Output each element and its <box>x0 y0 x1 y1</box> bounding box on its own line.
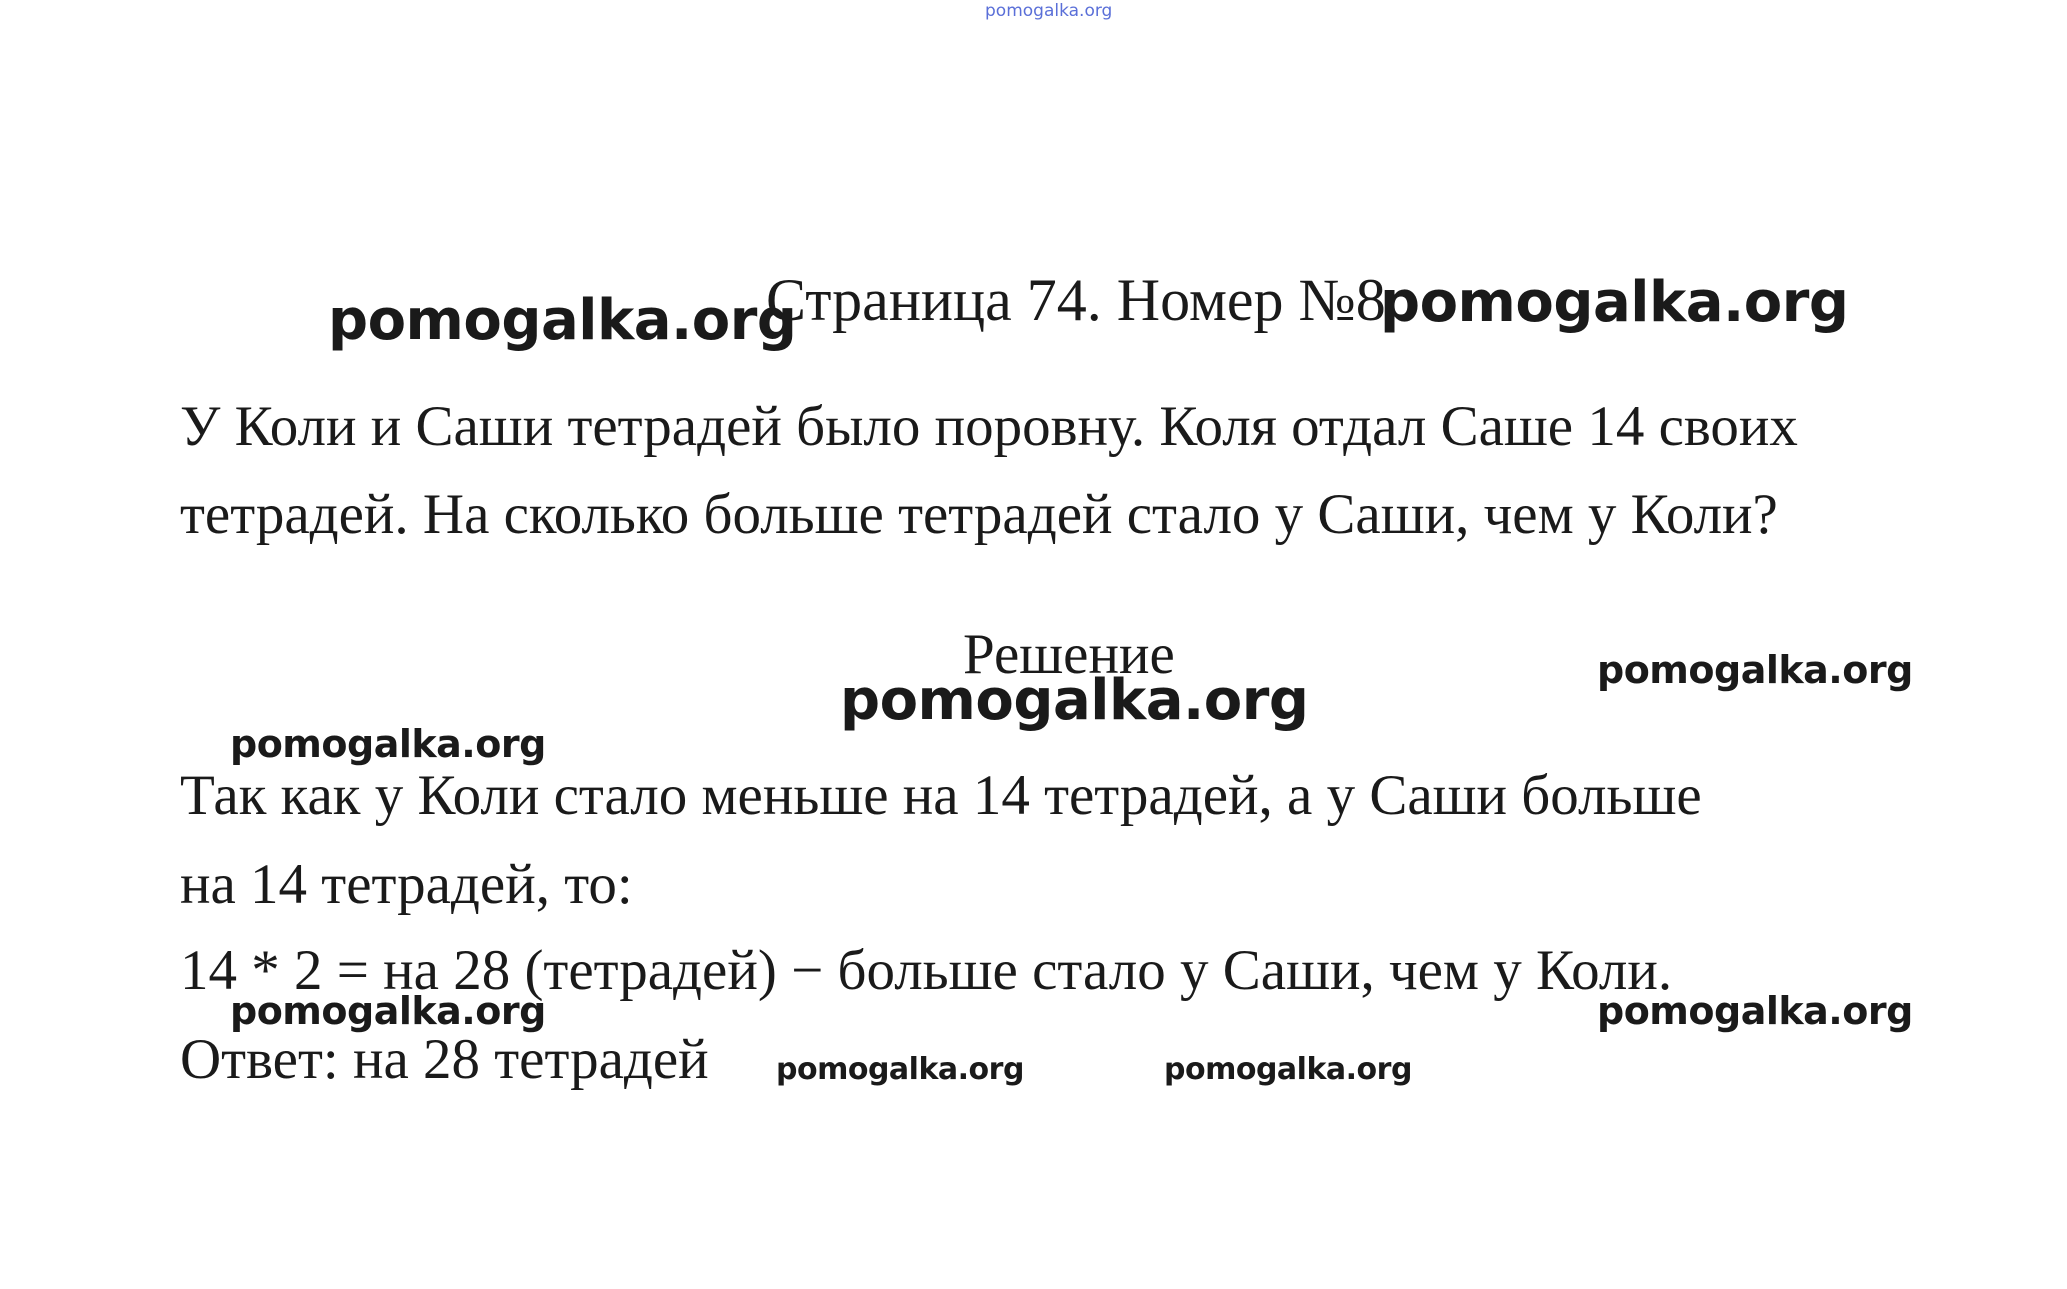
watermark: pomogalka.org <box>1597 989 1913 1033</box>
problem-line: тетрадей. На сколько больше тетрадей стало у Саши, чем у Коли? <box>180 483 1778 546</box>
watermark: pomogalka.org <box>230 989 546 1033</box>
answer-line: Ответ: на 28 тетрадей <box>180 1028 709 1091</box>
watermark: pomogalka.org <box>328 288 797 353</box>
watermark: pomogalka.org <box>230 722 546 766</box>
solution-equation: 14 * 2 = на 28 (тетрадей) − больше стало у Саши, чем у Коли. <box>180 939 1673 1002</box>
solution-heading: Решение <box>963 623 1175 686</box>
solution-line: Так как у Коли стало меньше на 14 тетрадей, а у Саши больше <box>180 764 1702 827</box>
watermark: pomogalka.org <box>1380 270 1849 335</box>
watermark: pomogalka.org <box>1164 1052 1412 1087</box>
solution-line: на 14 тетрадей, то: <box>180 853 633 916</box>
watermark: pomogalka.org <box>840 668 1309 733</box>
watermark: pomogalka.org <box>1597 648 1913 692</box>
watermark: pomogalka.org <box>776 1052 1024 1087</box>
problem-line: У Коли и Саши тетрадей было поровну. Коля отдал Саше 14 своих <box>180 395 1798 458</box>
page-title: Страница 74. Номер №8 <box>766 267 1386 333</box>
watermark-top: pomogalka.org <box>985 1 1113 21</box>
